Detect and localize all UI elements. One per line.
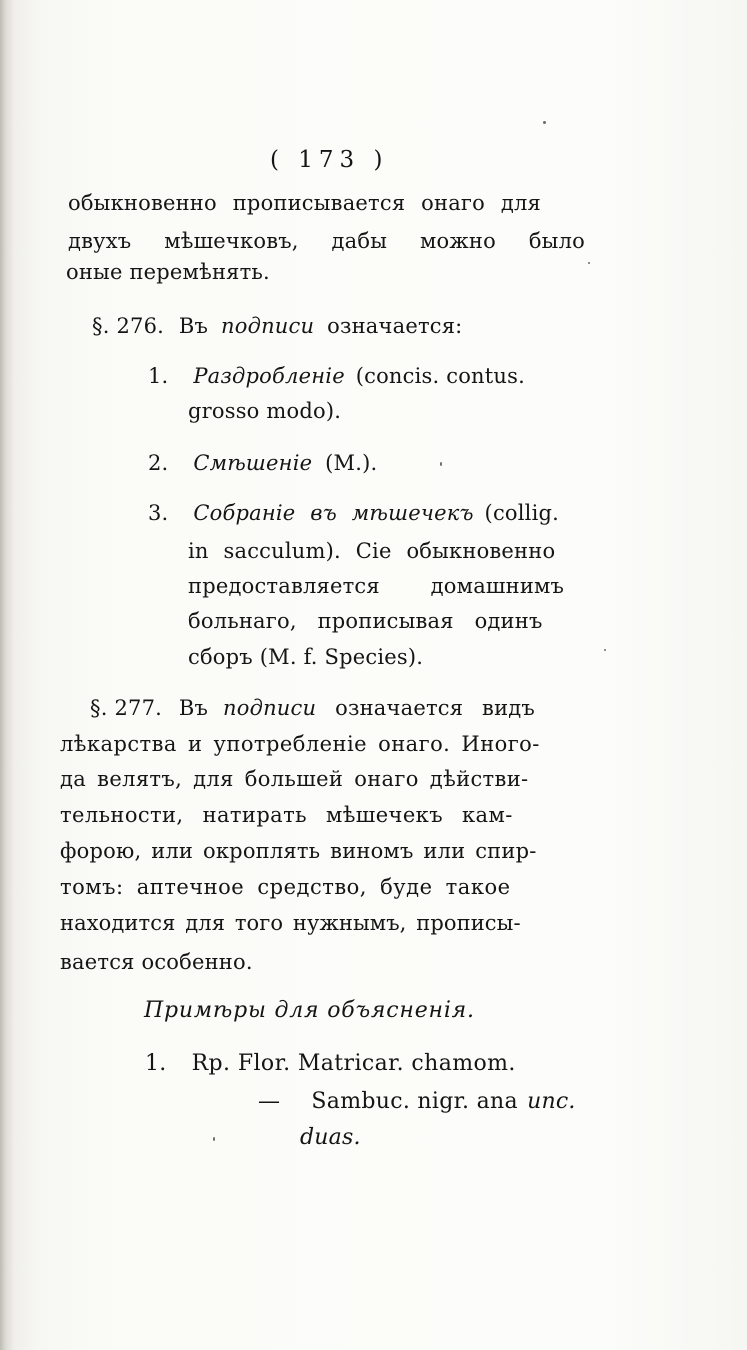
list-item-1 [148,362,525,390]
item-continuation [188,607,602,635]
paragraph-line: находится для того нужнымъ, прописы- [60,911,521,935]
item-term: Смѣшеніе [193,451,313,475]
paragraph-line: томъ: аптечное средство, буде такое [60,875,511,899]
example-number: 1. [145,1051,167,1076]
item-continuation: grosso modo). [188,399,342,423]
paper-speck [213,1137,215,1141]
example-item-1 [145,1050,516,1078]
paper-speck [543,121,546,124]
section-term: подписи [223,696,317,720]
item-number: 1. [148,364,169,388]
item-latin: (M.). [325,451,378,475]
section-number: §. 277. [90,696,163,720]
section-276-heading [92,312,462,340]
item-term: Раздробленіе [193,364,345,388]
item-continuation [188,537,602,565]
section-term: подписи [221,314,315,338]
item-continuation-text: предоставляется домашнимъ [188,574,565,598]
list-item-2 [148,449,377,477]
paper-speck [588,262,590,264]
spine-shadow [0,0,14,1350]
item-continuation [188,572,602,600]
section-post: означается видъ [335,696,535,720]
paper-speck [440,462,442,466]
paragraph-line: вается особенно. [60,950,253,974]
intro-line [68,227,610,255]
dash: — [258,1089,281,1114]
item-continuation: сборъ (M. f. Species). [188,645,424,669]
intro-line: оные перемѣнять. [66,260,270,284]
example-recipe-unit: unc. [527,1089,576,1114]
paragraph-line: форою, или окроплять виномъ или спир- [60,839,537,863]
item-latin: (concis. contus. [355,364,525,388]
paragraph-line: тельности, натирать мѣшечекъ кам- [60,803,513,827]
intro-line-text: двухъ мѣшечковъ, дабы можно было [68,229,585,253]
item-continuation-text: in sacculum). Сіе обыкновенно [188,539,556,563]
paragraph-line: да велятъ, для большей онаго дѣйстви- [60,767,529,791]
paragraph-line: лѣкарства и употребленіе онаго. Иного- [60,732,540,756]
item-latin: (collig. [484,501,560,525]
example-item-1-line-2 [258,1088,576,1116]
list-item-3 [148,499,559,527]
item-number: 3. [148,501,169,525]
example-recipe-line: Rp. Flor. Matricar. chamom. [191,1051,516,1076]
page-number: ( 173 ) [270,147,389,173]
intro-line-text: обыкновенно прописывается онаго для [68,191,541,215]
section-pre: Въ [178,696,209,720]
intro-line [68,189,610,217]
item-continuation-text: больнаго, прописывая одинъ [188,609,543,633]
section-pre: Въ [178,314,209,338]
item-term: Собраніе въ мѣшечекъ [193,501,474,525]
examples-heading: Примѣры для объясненія. [144,998,475,1023]
paper-speck [604,649,606,651]
section-277-heading [90,694,535,722]
section-number: §. 276. [92,314,165,338]
section-post: означается: [327,314,463,338]
example-item-1-line-3: duas. [300,1125,361,1150]
item-number: 2. [148,451,169,475]
example-recipe-line: Sambuc. nigr. ana [311,1089,518,1114]
